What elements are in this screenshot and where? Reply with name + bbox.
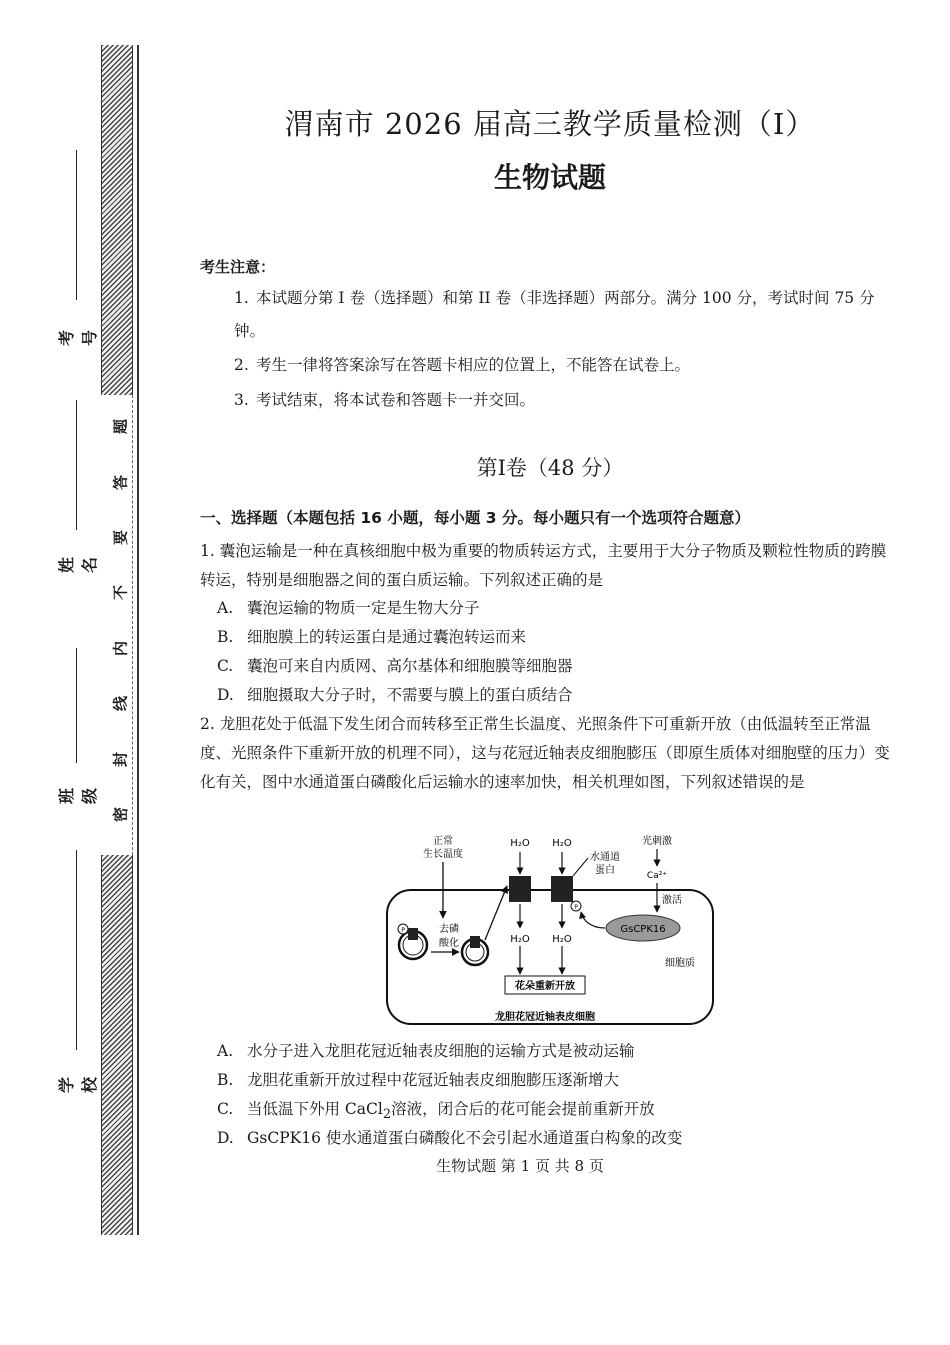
binding-line (137, 45, 139, 1235)
aquaporin-1 (509, 876, 531, 902)
name-label: 姓名 (57, 557, 99, 574)
question-1-option-b[interactable] (217, 623, 897, 652)
activate-label: 激活 (662, 895, 682, 906)
page-footer: 生物试题 第 1 页 共 8 页 (436, 1157, 604, 1175)
seal-char: 题 (111, 419, 130, 435)
part-heading: 一、选择题（本题包括 16 小题，每小题 3 分。每小题只有一个选项符合题意） (200, 509, 750, 527)
seal-dash-line (132, 395, 133, 855)
cell-caption: 龙胆花冠近轴表皮细胞 (495, 1012, 595, 1023)
seal-char: 内 (111, 641, 130, 657)
option-letter: B. (217, 628, 234, 646)
insert-arrow (485, 886, 507, 940)
phosphate-p-vesicle: P (401, 927, 405, 934)
seal-char: 线 (111, 696, 130, 712)
option-letter: A. (217, 1042, 234, 1060)
notice-number: 3. (234, 391, 249, 409)
notice-item (234, 282, 900, 348)
normal-temp-label-2: 生长温度 (423, 849, 463, 860)
question-1-option-c[interactable] (217, 652, 897, 681)
cell-outline (387, 890, 713, 1024)
vesicle-channel-1 (408, 928, 418, 940)
h2o-in-1: H₂O (510, 934, 530, 945)
option-letter: B. (217, 1071, 234, 1089)
vesicle-channel-2 (470, 936, 480, 948)
seal-char: 密 (111, 807, 130, 823)
option-text: 当低温下外用 CaCl (247, 1100, 383, 1118)
question-2-option-a[interactable] (217, 1037, 897, 1066)
binding-margin (0, 0, 140, 1345)
option-letter: D. (217, 1129, 234, 1147)
seal-char: 要 (111, 530, 130, 546)
channel-label-1: 水通道 (590, 852, 620, 863)
channel-pointer (573, 858, 588, 876)
h2o-in-2: H₂O (552, 934, 572, 945)
seal-char: 不 (111, 585, 130, 601)
notice-text: 考生一律将答案涂写在答题卡相应的位置上，不能答在试卷上。 (256, 356, 691, 374)
option-text: GsCPK16 使水通道蛋白磷酸化不会引起水通道蛋白构象的改变 (247, 1129, 683, 1147)
dephos-label-2: 酸化 (439, 938, 459, 949)
h2o-top-1: H₂O (510, 838, 530, 849)
school-label: 学校 (57, 1077, 99, 1094)
exam-number-line (76, 150, 77, 300)
seal-char: 答 (111, 475, 130, 491)
option-subscript: 2 (382, 1107, 392, 1123)
option-text: 囊泡可来自内质网、高尔基体和细胞膜等细胞器 (247, 657, 573, 675)
school-field[interactable] (57, 850, 99, 1100)
option-text: 龙胆花重新开放过程中花冠近轴表皮细胞膨压逐渐增大 (247, 1071, 620, 1089)
option-text: 细胞摄取大分子时，不需要与膜上的蛋白质结合 (247, 686, 573, 704)
option-text: 细胞膜上的转运蛋白是通过囊泡转运而来 (247, 628, 527, 646)
class-field[interactable] (57, 648, 99, 823)
option-letter: C. (217, 1100, 234, 1118)
name-line (76, 400, 77, 530)
kinase-label: GsCPK16 (620, 924, 666, 935)
question-2-option-d[interactable] (217, 1124, 897, 1153)
notice-item (234, 349, 900, 382)
section-title: 第Ⅰ卷（48 分） (476, 456, 624, 480)
phosphorylation-arrow (581, 912, 605, 928)
calcium-label: Ca²⁺ (646, 871, 668, 881)
dephos-label-1: 去磷 (439, 924, 459, 935)
exam-number-field[interactable] (57, 150, 99, 360)
question-1-option-d[interactable] (217, 681, 897, 710)
question-1-option-a[interactable] (217, 594, 897, 623)
option-text: 囊泡运输的物质一定是生物大分子 (247, 599, 480, 617)
option-letter: A. (217, 599, 234, 617)
option-text: 水分子进入龙胆花冠近轴表皮细胞的运输方式是被动运输 (247, 1042, 635, 1060)
notice-number: 1. (234, 289, 249, 307)
seal-char: 封 (111, 752, 130, 768)
option-text: 溶液，闭合后的花可能会提前重新开放 (391, 1100, 655, 1118)
phosphate-p-channel: P (574, 904, 578, 911)
notice-item (234, 384, 900, 417)
question-2-option-b[interactable] (217, 1066, 897, 1095)
school-line (76, 850, 77, 1050)
notice-number: 2. (234, 356, 249, 374)
class-label: 班级 (57, 788, 99, 805)
h2o-top-2: H₂O (552, 838, 572, 849)
hatch-band-bottom (101, 855, 133, 1235)
mechanism-diagram (385, 828, 725, 1033)
cytoplasm-label: 细胞质 (665, 958, 695, 969)
page-subtitle: 生物试题 (493, 161, 606, 194)
option-letter: C. (217, 657, 234, 675)
class-line (76, 648, 77, 763)
aquaporin-2 (551, 876, 573, 902)
name-field[interactable] (57, 400, 99, 595)
notice-text: 考试结束，将本试卷和答题卡一并交回。 (256, 391, 536, 409)
notice-text: 本试题分第 I 卷（选择题）和第 II 卷（非选择题）两部分。满分 100 分，考试时间 75 分钟。 (234, 289, 875, 340)
page-title: 渭南市 2026 届高三教学质量检测（Ⅰ） (284, 107, 816, 141)
light-label: 光刺激 (642, 836, 672, 847)
question-stem-1: 1. 囊泡运输是一种在真核细胞中极为重要的物质转运方式，主要用于大分子物质及颗粒性物质的跨膜转运，特别是细胞器之间的蛋白质运输。下列叙述正确的是 (200, 542, 887, 589)
reopen-label: 花朵重新开放 (515, 981, 575, 992)
exam-number-label: 考号 (57, 330, 99, 347)
option-letter: D. (217, 686, 234, 704)
channel-label-2: 蛋白 (595, 865, 615, 876)
notice-heading: 考生注意： (200, 258, 276, 276)
question-stem-2: 2. 龙胆花处于低温下发生闭合而转移至正常生长温度、光照条件下可重新开放（由低温转至正常温度、光照条件下重新开放的机理不同），这与花冠近轴表皮细胞膨压（即原生质体对细胞壁的压力）变化有关，图中水通道蛋白磷酸化后运输水的速率加快，相关机理如图，下列叙述错误的是 (200, 715, 890, 791)
normal-temp-label-1: 正常 (433, 836, 453, 847)
hatch-band-top (101, 45, 133, 395)
